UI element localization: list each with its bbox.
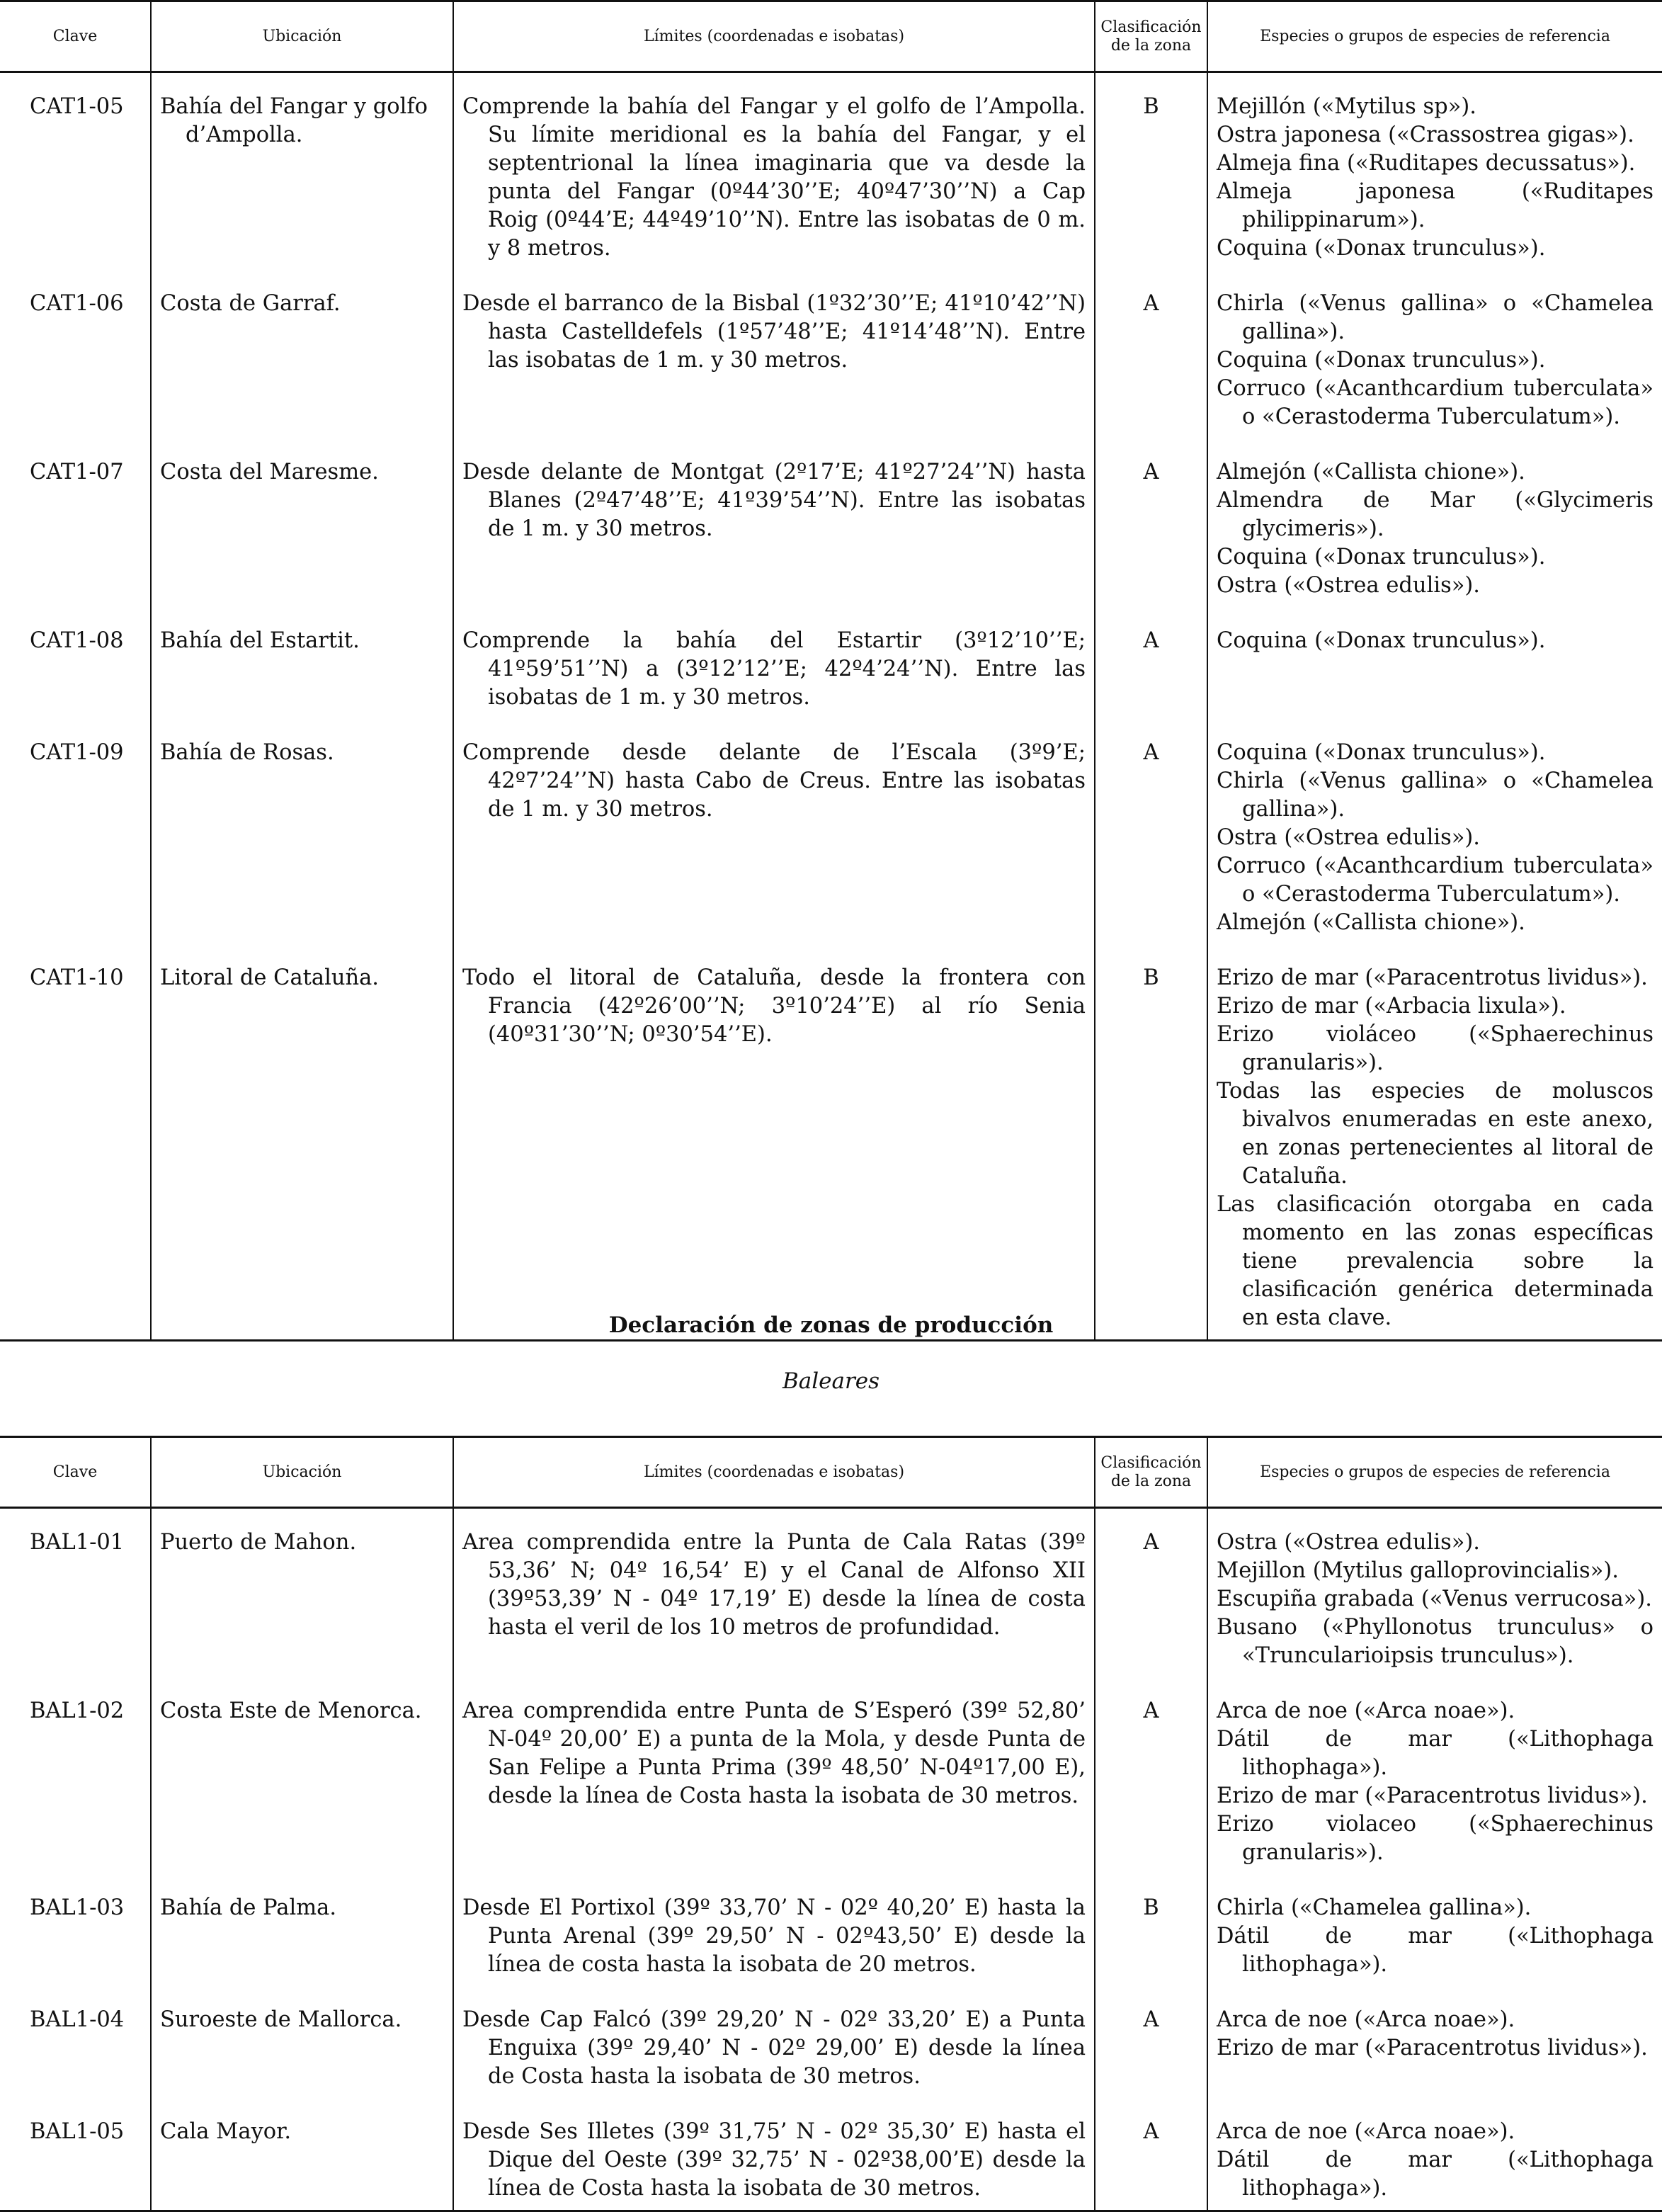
cell-especies — [1207, 72, 1662, 271]
ubicacion-text: Costa Este de Menorca. — [160, 1698, 422, 1723]
species-item: Almejón («Callista chione»). — [1217, 460, 1525, 484]
cell-limites — [453, 438, 1095, 607]
header-limites: Límites (coordenadas e isobatas) — [453, 1, 1095, 72]
table-row — [0, 607, 1662, 719]
cell-limites — [453, 1508, 1095, 1678]
table-row — [0, 719, 1662, 944]
header-clasificacion: Clasificación de la zona — [1095, 1437, 1207, 1508]
header-limites: Límites (coordenadas e isobatas) — [453, 1437, 1095, 1508]
species-item: Chirla («Chamelea gallina»). — [1217, 1895, 1532, 1920]
species-item: Arca de noe («Arca noae»). — [1217, 1698, 1515, 1723]
cell-clasificacion: A — [1095, 2098, 1207, 2211]
table-body — [0, 1508, 1662, 2211]
species-item: Dátil de mar («Lithophaga lithophaga»). — [1217, 1727, 1654, 1780]
cell-clave: BAL1-02 — [30, 1698, 125, 1723]
cell-clave: CAT1-09 — [30, 740, 124, 765]
species-item: Escupiña grabada («Venus verrucosa»). — [1217, 1587, 1652, 1611]
table-header — [0, 1437, 1662, 1508]
cell-clasificacion: A — [1095, 1677, 1207, 1874]
limites-text: Comprende la bahía del Fangar y el golfo de l’Ampolla. Su límite meridional es la bahía del Fangar, y el septentrional la línea imaginaria que va desde la punta del Fangar (0º44’30’’E; 40º47’30’’N) a Cap Roig (0º44’E; 44º49’10’’N). Entre las isobatas de 0 m. y 8 metros. — [462, 94, 1086, 261]
cell-limites — [453, 1986, 1095, 2098]
species-item: Arca de noe («Arca noae»). — [1217, 2119, 1515, 2144]
ubicacion-text: Cala Mayor. — [160, 2119, 292, 2144]
cell-limites — [453, 1874, 1095, 1986]
cell-clasificacion: B — [1095, 944, 1207, 1341]
cell-clave: BAL1-03 — [30, 1895, 125, 1920]
header-especies: Especies o grupos de especies de referencia — [1207, 1437, 1662, 1508]
cell-clasificacion: A — [1095, 438, 1207, 607]
cell-clave: BAL1-01 — [30, 1530, 125, 1555]
cell-clave: CAT1-06 — [30, 291, 124, 316]
species-item: Coquina («Donax trunculus»). — [1217, 236, 1546, 261]
table-row — [0, 72, 1662, 271]
species-item: Chirla («Venus gallina» o «Chamelea gallina»). — [1217, 291, 1654, 344]
cell-clasificacion: B — [1095, 72, 1207, 271]
cell-limites — [453, 719, 1095, 944]
species-item: Almeja fina («Ruditapes decussatus»). — [1217, 151, 1636, 176]
species-item: Ostra («Ostrea edulis»). — [1217, 573, 1480, 598]
cell-clave: CAT1-07 — [30, 460, 124, 484]
cell-ubicacion — [151, 1677, 453, 1874]
limites-text: Comprende la bahía del Estartir (3º12’10’’E; 41º59’51’’N) a (3º12’12’’E; 42º4’24’’N). Entre las isobatas de 1 m. y 30 metros. — [462, 628, 1086, 710]
table-row — [0, 2098, 1662, 2211]
table-row — [0, 438, 1662, 607]
cell-limites — [453, 270, 1095, 438]
cell-limites — [453, 607, 1095, 719]
species-item: Erizo violaceo («Sphaerechinus granularis»). — [1217, 1812, 1654, 1865]
cell-ubicacion — [151, 607, 453, 719]
section-title: Declaración de zonas de producción — [608, 1312, 1054, 1338]
cell-clasificacion: A — [1095, 1986, 1207, 2098]
limites-text: Area comprendida entre Punta de S’Esperó (39º 52,80’ N-04º 20,00’ E) a punta de la Mola, y desde Punta de San Felipe a Punta Prima (39º 48,50’ N-04º17,00 E), desde la línea de Costa hasta la isobata de 30 metros. — [462, 1698, 1086, 1808]
ubicacion-text: Bahía del Fangar y golfo d’Ampolla. — [160, 94, 428, 147]
species-item: Mejillón («Mytilus sp»). — [1217, 94, 1476, 119]
species-item: Busano («Phyllonotus trunculus» o «Truncularioipsis trunculus»). — [1217, 1615, 1654, 1668]
cell-especies — [1207, 719, 1662, 944]
baleares-zones-table — [0, 1436, 1662, 2212]
header-ubicacion: Ubicación — [151, 1437, 453, 1508]
cell-ubicacion — [151, 1874, 453, 1986]
cell-ubicacion — [151, 270, 453, 438]
cell-clave: CAT1-05 — [30, 94, 124, 119]
cell-especies — [1207, 607, 1662, 719]
cell-clave: CAT1-10 — [0, 944, 151, 1341]
header-ubicacion: Ubicación — [151, 1, 453, 72]
cell-especies — [1207, 1508, 1662, 1678]
cell-especies — [1207, 1874, 1662, 1986]
cell-clasificacion: A — [1095, 1508, 1207, 1678]
section-subtitle: Baleares — [782, 1368, 880, 1394]
species-item: Coquina («Donax trunculus»). — [1217, 740, 1546, 765]
species-item: Corruco («Acanthcardium tuberculata» o «Cerastoderma Tuberculatum»). — [1217, 853, 1654, 907]
species-item: Erizo de mar («Paracentrotus lividus»). — [1217, 1783, 1648, 1808]
limites-text: Desde delante de Montgat (2º17’E; 41º27’24’’N) hasta Blanes (2º47’48’’E; 41º39’54’’N). Entre las isobatas de 1 m. y 30 metros. — [462, 460, 1086, 541]
limites-text: Comprende desde delante de l’Escala (3º9’E; 42º7’24’’N) hasta Cabo de Creus. Entre las isobatas de 1 m. y 30 metros. — [462, 740, 1086, 822]
limites-text: Desde el barranco de la Bisbal (1º32’30’’E; 41º10’42’’N) hasta Castelldefels (1º57’48’’E; 41º14’48’’N). Entre las isobatas de 1 m. y 30 metros. — [462, 291, 1086, 373]
ubicacion-text: Puerto de Mahon. — [160, 1530, 357, 1555]
species-item: Almejón («Callista chione»). — [1217, 910, 1525, 935]
cell-clave: CAT1-08 — [30, 628, 124, 653]
species-item: Erizo de mar («Paracentrotus lividus»). — [1217, 2036, 1648, 2060]
species-item: Almendra de Mar («Glycimeris glycimeris»). — [1217, 488, 1654, 541]
limites-text: Desde Ses Illetes (39º 31,75’ N - 02º 35,30’ E) hasta el Dique del Oeste (39º 32,75’ N - 02º38,00’E) desde la línea de Costa hasta la isobata de 30 metros. — [462, 2119, 1086, 2201]
cell-limites — [453, 1677, 1095, 1874]
table-row — [0, 1508, 1662, 1678]
table-row — [0, 1677, 1662, 1874]
ubicacion-text: Bahía de Rosas. — [160, 740, 334, 765]
cell-especies — [1207, 944, 1662, 1341]
table-body — [0, 72, 1662, 1341]
cell-ubicacion — [151, 72, 453, 271]
cell-clasificacion: A — [1095, 270, 1207, 438]
cell-especies — [1207, 438, 1662, 607]
species-item: Ostra japonesa («Crassostrea gigas»). — [1217, 123, 1634, 147]
cell-clasificacion: A — [1095, 719, 1207, 944]
cell-ubicacion — [151, 2098, 453, 2211]
cell-ubicacion — [151, 1508, 453, 1678]
cell-ubicacion — [151, 944, 453, 1341]
species-item: Las clasificación otorgaba en cada momento en las zonas específicas tiene prevalencia sobre la clasificación genérica determinada en esta clave. — [1217, 1192, 1654, 1330]
cell-clave: BAL1-04 — [30, 2007, 125, 2032]
species-item: Corruco («Acanthcardium tuberculata» o «Cerastoderma Tuberculatum»). — [1217, 376, 1654, 429]
species-item: Coquina («Donax trunculus»). — [1217, 545, 1546, 569]
limites-text: Desde Cap Falcó (39º 29,20’ N - 02º 33,20’ E) a Punta Enguixa (39º 29,40’ N - 02º 29,00’ E) desde la línea de Costa hasta la isobata de 30 metros. — [462, 2007, 1086, 2089]
header-clave: Clave — [0, 1, 151, 72]
cell-ubicacion — [151, 1986, 453, 2098]
species-item: Chirla («Venus gallina» o «Chamelea gallina»). — [1217, 768, 1654, 822]
limites-text: Todo el litoral de Cataluña, desde la frontera con Francia (42º26’00’’N; 3º10’24’’E) al río Senia (40º31’30’’N; 0º30’54’’E). — [462, 965, 1086, 1047]
species-item: Erizo violáceo («Sphaerechinus granularis»). — [1217, 1022, 1654, 1075]
ubicacion-text: Litoral de Cataluña. — [160, 965, 379, 990]
cell-especies — [1207, 1677, 1662, 1874]
species-item: Arca de noe («Arca noae»). — [1217, 2007, 1515, 2032]
species-item: Ostra («Ostrea edulis»). — [1217, 1530, 1480, 1555]
ubicacion-text: Bahía de Palma. — [160, 1895, 337, 1920]
species-item: Coquina («Donax trunculus»). — [1217, 628, 1546, 653]
species-item: Coquina («Donax trunculus»). — [1217, 348, 1546, 373]
cell-limites — [453, 72, 1095, 271]
table-row — [0, 1986, 1662, 2098]
ubicacion-text: Bahía del Estartit. — [160, 628, 360, 653]
cell-clasificacion: A — [1095, 607, 1207, 719]
header-clasificacion: Clasificación de la zona — [1095, 1, 1207, 72]
cell-clasificacion: B — [1095, 1874, 1207, 1986]
table-row — [0, 270, 1662, 438]
species-item: Ostra («Ostrea edulis»). — [1217, 825, 1480, 850]
cell-limites — [453, 944, 1095, 1341]
ubicacion-text: Suroeste de Mallorca. — [160, 2007, 402, 2032]
table-row — [0, 944, 1662, 1341]
ubicacion-text: Costa de Garraf. — [160, 291, 341, 316]
header-clave: Clave — [0, 1437, 151, 1508]
cell-especies — [1207, 2098, 1662, 2211]
species-item: Todas las especies de moluscos bivalvos enumeradas en este anexo, en zonas pertenecientes al litoral de Cataluña. — [1217, 1079, 1654, 1189]
table-header — [0, 1, 1662, 72]
table-row — [0, 1874, 1662, 1986]
cell-ubicacion — [151, 438, 453, 607]
ubicacion-text: Costa del Maresme. — [160, 460, 379, 484]
limites-text: Area comprendida entre la Punta de Cala Ratas (39º 53,36’ N; 04º 16,54’ E) y el Canal de Alfonso XII (39º53,39’ N - 04º 17,19’ E) desde la línea de costa hasta el veril de los 10 metros de profundidad. — [462, 1530, 1086, 1640]
limites-text: Desde El Portixol (39º 33,70’ N - 02º 40,20’ E) hasta la Punta Arenal (39º 29,50’ N - 02º43,50’ E) desde la línea de costa hasta la isobata de 20 metros. — [462, 1895, 1086, 1977]
cell-ubicacion — [151, 719, 453, 944]
species-item: Erizo de mar («Arbacia lixula»). — [1217, 994, 1566, 1019]
species-item: Erizo de mar («Paracentrotus lividus»). — [1217, 965, 1648, 990]
cell-especies — [1207, 270, 1662, 438]
species-item: Almeja japonesa («Ruditapes philippinarum»). — [1217, 179, 1654, 232]
species-item: Dátil de mar («Lithophaga lithophaga»). — [1217, 1924, 1654, 1977]
header-especies: Especies o grupos de especies de referencia — [1207, 1, 1662, 72]
cell-limites — [453, 2098, 1095, 2211]
species-item: Mejillon (Mytilus galloprovincialis»). — [1217, 1558, 1619, 1583]
cell-especies — [1207, 1986, 1662, 2098]
cell-clave: BAL1-05 — [0, 2098, 151, 2211]
species-item: Dátil de mar («Lithophaga lithophaga»). — [1217, 2148, 1654, 2201]
